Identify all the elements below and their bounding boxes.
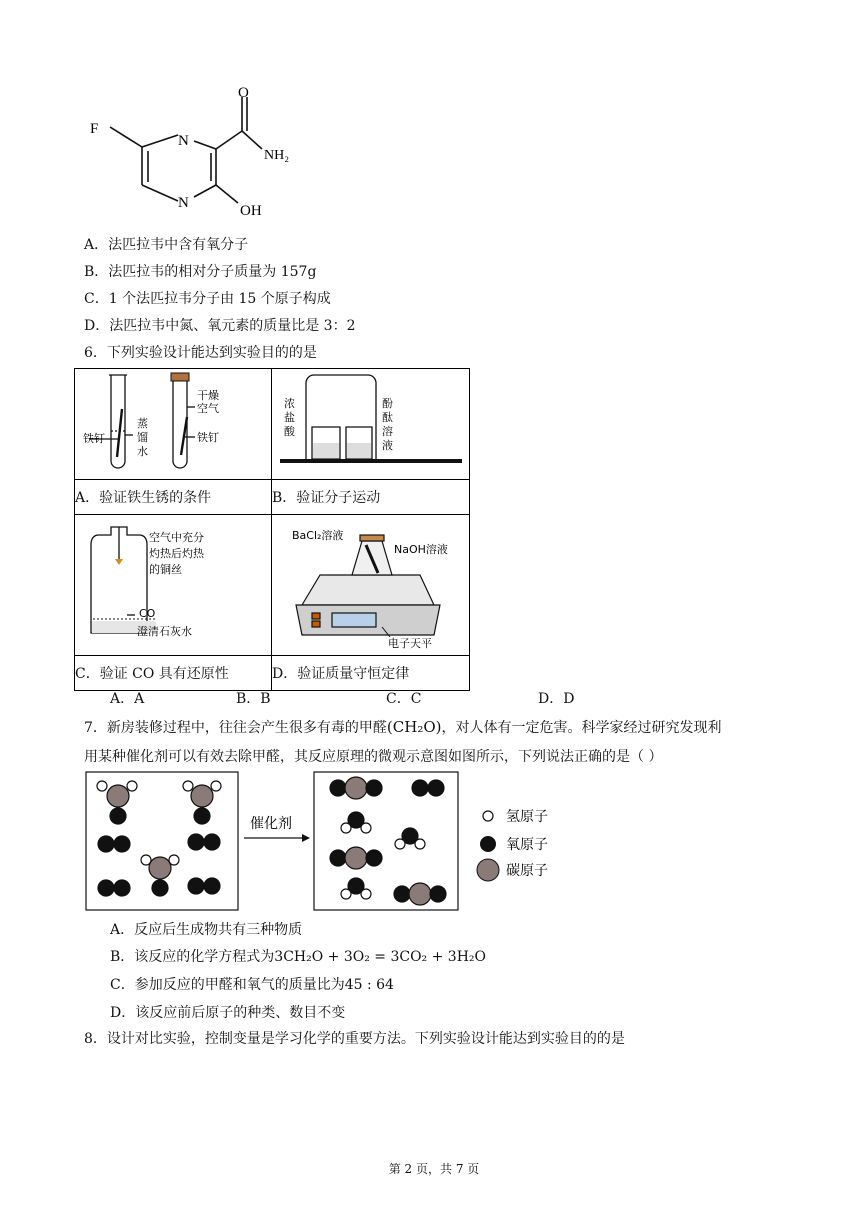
label-limewater: 澄清石灰水 [137,625,192,638]
q7-stem-line2: 用某种催化剂可以有效去除甲醛，其反应原理的微观示意图如图所示，下列说法正确的是（ ） [84,749,663,765]
atom-label: O [238,85,249,101]
label-hot-copper: 灼热后灼热 [149,547,204,560]
legend-oxygen: 氧原子 [506,837,548,853]
q7-stem-part1: 7．新房装修过程中，往往会产生很多有毒的甲醛 [84,720,387,736]
label-water: 馏 [137,431,148,444]
label-dry-air: 空气 [197,402,219,415]
label-nail: 铁钉 [83,432,105,445]
label-water: 蒸 [137,417,148,430]
legend-hydrogen: 氢原子 [506,809,548,825]
atom-label: F [90,121,99,137]
label-water: 水 [137,445,148,458]
q8-stem: 8．设计对比实验，控制变量是学习化学的重要方法。下列实验设计能达到实验目的的是 [84,1031,625,1047]
label-hcl: 酸 [284,425,295,438]
page-footer: 第 2 页，共 7 页 [388,1162,480,1176]
label-hot-copper: 空气中充分 [149,531,204,544]
label-hcl: 盐 [284,411,295,424]
label-phenolphthalein: 溶 [382,425,393,438]
q6-stem: 6．下列实验设计能达到实验目的的是 [84,345,317,361]
atom-label: N [178,133,189,149]
q6-answer-b: B．B [236,691,271,707]
legend-carbon: 碳原子 [506,863,548,879]
q6-answer-a: A．A [110,691,145,707]
q7-stem-part2: ，对人体有一定危害。科学家经过研究发现利 [441,720,722,736]
q7-option-a: A．反应后生成物共有三种物质 [110,922,303,938]
q5-option-d: D．法匹拉韦中氮、氧元素的质量比是 3：2 [84,318,356,334]
q7-option-b: B．该反应的化学方程式为3CH₂O + 3O₂ = 3CO₂ + 3H₂O [110,949,487,965]
label-dry-air: 干燥 [197,389,219,402]
q7-reaction-diagram [84,770,594,916]
q6-caption-b: B．验证分子运动 [272,480,470,515]
q6-answer-c: C．C [386,691,422,707]
label-co: CO [139,607,156,620]
q5-option-b: B．法匹拉韦的相对分子质量为 157g [84,264,317,280]
q7-option-d: D．该反应前后原子的种类、数目不变 [110,1005,346,1021]
label-hcl: 浓 [284,397,295,410]
rust-experiment-diagram [75,369,271,475]
q6-figure-b [272,369,470,480]
label-nail: 铁钉 [197,431,219,444]
label-phenolphthalein: 酚 [382,397,393,410]
label-bacl2: BaCl₂溶液 [292,529,344,542]
label-hot-copper: 的铜丝 [149,563,182,576]
q5-option-c: C．1 个法匹拉韦分子由 15 个原子构成 [84,291,331,307]
label-phenolphthalein: 酞 [382,411,393,424]
q7-formula: (CH₂O) [386,718,442,736]
molecule-structure [80,85,300,225]
q6-caption-d: D．验证质量守恒定律 [272,656,470,691]
atom-label: NH₂ [264,148,290,163]
co-reduction-diagram [75,515,271,651]
atom-label: N [178,195,189,211]
q5-option-a: A．法匹拉韦中含有氧分子 [84,237,249,253]
catalyst-label: 催化剂 [250,816,292,832]
q6-experiment-table [74,368,470,691]
label-naoh: NaOH溶液 [394,543,448,556]
q7-stem-line1 [84,718,721,737]
atom-label: OH [240,203,262,219]
label-phenolphthalein: 液 [382,439,393,452]
q6-caption-c: C．验证 CO 具有还原性 [75,656,272,691]
q7-option-c: C．参加反应的甲醛和氧气的质量比为45 : 64 [110,977,394,993]
q6-figure-c [75,515,272,656]
label-balance: 电子天平 [388,637,432,650]
molecular-motion-diagram [272,369,469,475]
mass-conservation-diagram [272,515,469,651]
q6-figure-a [75,369,272,480]
q6-figure-d [272,515,470,656]
q6-caption-a: A．验证铁生锈的条件 [75,480,272,515]
q6-answer-d: D．D [538,691,575,707]
